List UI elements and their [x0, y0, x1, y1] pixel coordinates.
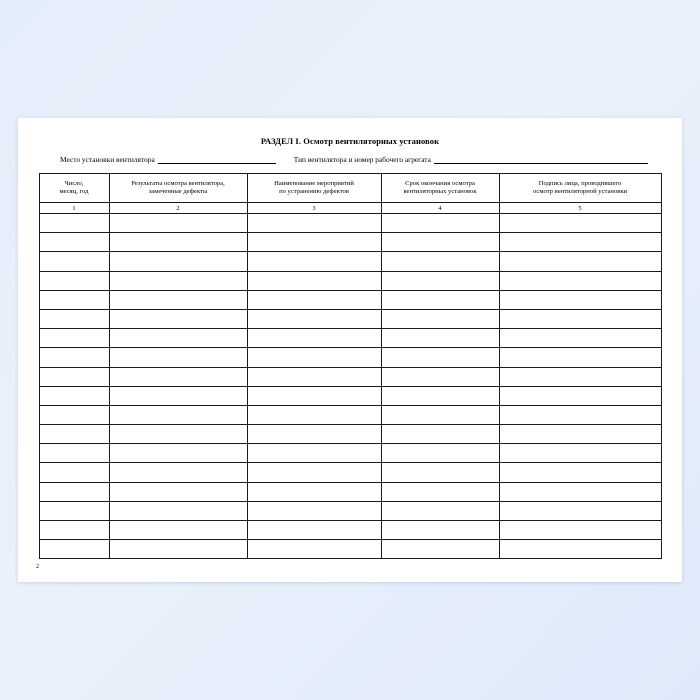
- table-column-number-row: [39, 203, 661, 214]
- table-cell[interactable]: [499, 329, 661, 348]
- table-cell[interactable]: [39, 540, 109, 559]
- table-cell[interactable]: [247, 348, 381, 367]
- table-cell[interactable]: [247, 386, 381, 405]
- header-line: Подпись лица, проводившего: [538, 179, 622, 187]
- header-line: месяц, год: [59, 188, 89, 195]
- table-cell[interactable]: [247, 233, 381, 252]
- table-cell[interactable]: [109, 290, 247, 309]
- table-row: [39, 271, 661, 290]
- table-cell[interactable]: [39, 405, 109, 424]
- table-cell[interactable]: [247, 214, 381, 233]
- table-cell[interactable]: [499, 444, 661, 463]
- column-number: 3: [247, 203, 381, 214]
- table-body: [39, 214, 661, 559]
- table-row: [39, 521, 661, 540]
- table-cell[interactable]: [109, 463, 247, 482]
- table-cell[interactable]: [247, 482, 381, 501]
- table-cell[interactable]: [381, 309, 499, 328]
- header-line: замеченные дефекты: [148, 188, 208, 195]
- table-cell[interactable]: [109, 482, 247, 501]
- table-row: [39, 463, 661, 482]
- field-fan-type[interactable]: [294, 155, 648, 164]
- table-cell[interactable]: [109, 540, 247, 559]
- table-cell[interactable]: [39, 271, 109, 290]
- table-cell[interactable]: [39, 290, 109, 309]
- table-row: [39, 309, 661, 328]
- table-cell[interactable]: [381, 482, 499, 501]
- table-row: [39, 540, 661, 559]
- table-cell[interactable]: [39, 386, 109, 405]
- header-line: Результаты осмотра вентилятора,: [131, 179, 225, 187]
- table-cell[interactable]: [381, 348, 499, 367]
- table-row: [39, 290, 661, 309]
- header-line: по устранению дефектов: [279, 188, 349, 195]
- table-cell[interactable]: [247, 329, 381, 348]
- table-cell[interactable]: [499, 463, 661, 482]
- table-cell[interactable]: [109, 329, 247, 348]
- table-cell[interactable]: [381, 367, 499, 386]
- table-header-cell-4: [381, 174, 499, 203]
- table-cell[interactable]: [499, 348, 661, 367]
- table-cell[interactable]: [247, 501, 381, 520]
- table-row: [39, 252, 661, 271]
- table-cell[interactable]: [39, 482, 109, 501]
- table-cell[interactable]: [499, 386, 661, 405]
- table-cell[interactable]: [247, 309, 381, 328]
- field-installation-place[interactable]: [60, 155, 276, 164]
- table-cell[interactable]: [381, 290, 499, 309]
- table-header-row: [39, 174, 661, 203]
- table-cell[interactable]: [247, 271, 381, 290]
- table-cell[interactable]: [39, 367, 109, 386]
- table-cell[interactable]: [499, 405, 661, 424]
- table-cell[interactable]: [109, 252, 247, 271]
- table-cell[interactable]: [499, 252, 661, 271]
- header-line: Наименование мероприятий: [274, 179, 354, 187]
- table-row: [39, 482, 661, 501]
- table-cell[interactable]: [381, 521, 499, 540]
- table-cell[interactable]: [247, 367, 381, 386]
- header-line: вентиляторных установок: [403, 188, 477, 195]
- table-cell[interactable]: [499, 309, 661, 328]
- table-cell[interactable]: [499, 367, 661, 386]
- header-line: Срок окончания осмотра: [405, 179, 475, 187]
- table-cell[interactable]: [381, 501, 499, 520]
- table-cell[interactable]: [381, 214, 499, 233]
- table-cell[interactable]: [381, 271, 499, 290]
- table-cell[interactable]: [109, 425, 247, 444]
- table-cell[interactable]: [247, 521, 381, 540]
- table-cell[interactable]: [109, 214, 247, 233]
- table-cell[interactable]: [247, 540, 381, 559]
- table-cell[interactable]: [109, 367, 247, 386]
- table-cell[interactable]: [109, 386, 247, 405]
- table-cell[interactable]: [39, 309, 109, 328]
- header-fields: [60, 155, 648, 164]
- table-cell[interactable]: [109, 405, 247, 424]
- table-cell[interactable]: [381, 329, 499, 348]
- table-cell[interactable]: [39, 463, 109, 482]
- table-cell[interactable]: [381, 405, 499, 424]
- table-cell[interactable]: [381, 233, 499, 252]
- header-line: Число,: [64, 179, 84, 187]
- table-cell[interactable]: [381, 540, 499, 559]
- table-row: [39, 386, 661, 405]
- table-cell[interactable]: [109, 521, 247, 540]
- column-number: 2: [109, 203, 247, 214]
- table-row: [39, 367, 661, 386]
- table-cell[interactable]: [247, 425, 381, 444]
- table-row: [39, 444, 661, 463]
- page-number: 2: [36, 564, 39, 570]
- column-number: 1: [39, 203, 109, 214]
- table-header-cell-3: [247, 174, 381, 203]
- table-cell[interactable]: [499, 482, 661, 501]
- table-cell[interactable]: [39, 252, 109, 271]
- table-cell[interactable]: [247, 444, 381, 463]
- table-cell[interactable]: [247, 290, 381, 309]
- table-cell[interactable]: [109, 271, 247, 290]
- field-installation-place-line[interactable]: [158, 155, 276, 164]
- table-cell[interactable]: [499, 214, 661, 233]
- table-cell[interactable]: [381, 386, 499, 405]
- table-header-cell-1: [39, 174, 109, 203]
- inspection-table: [39, 173, 662, 559]
- table-cell[interactable]: [109, 233, 247, 252]
- table-row: [39, 405, 661, 424]
- table-cell[interactable]: [39, 425, 109, 444]
- table-cell[interactable]: [499, 425, 661, 444]
- field-fan-type-label: Тип вентилятора и номер рабочего агрегата: [293, 155, 431, 164]
- table-row: [39, 348, 661, 367]
- table-cell[interactable]: [39, 521, 109, 540]
- table-header-cell-2: [109, 174, 247, 203]
- table-row: [39, 233, 661, 252]
- table-cell[interactable]: [499, 540, 661, 559]
- table-cell[interactable]: [39, 444, 109, 463]
- table-cell[interactable]: [499, 501, 661, 520]
- table-cell[interactable]: [109, 444, 247, 463]
- table-cell[interactable]: [247, 252, 381, 271]
- table-cell[interactable]: [39, 348, 109, 367]
- table-cell[interactable]: [39, 501, 109, 520]
- table-cell[interactable]: [39, 329, 109, 348]
- table-cell[interactable]: [39, 233, 109, 252]
- table-cell[interactable]: [247, 405, 381, 424]
- column-number: 4: [381, 203, 499, 214]
- table-cell[interactable]: [499, 233, 661, 252]
- table-cell[interactable]: [381, 463, 499, 482]
- table-row: [39, 329, 661, 348]
- document-sheet: [18, 118, 682, 582]
- table-cell[interactable]: [39, 214, 109, 233]
- table-header-cell-5: [499, 174, 661, 203]
- field-fan-type-line[interactable]: [434, 155, 648, 164]
- table-cell[interactable]: [109, 501, 247, 520]
- page-title: РАЗДЕЛ I. Осмотр вентиляторных установок: [260, 136, 440, 146]
- table-cell[interactable]: [499, 271, 661, 290]
- table-cell[interactable]: [381, 444, 499, 463]
- table-row: [39, 501, 661, 520]
- table-cell[interactable]: [109, 348, 247, 367]
- header-line: осмотр вентиляторной установки: [532, 188, 628, 195]
- table-cell[interactable]: [381, 425, 499, 444]
- table-cell[interactable]: [247, 463, 381, 482]
- column-number: 5: [499, 203, 661, 214]
- table-row: [39, 214, 661, 233]
- table-row: [39, 425, 661, 444]
- table-cell[interactable]: [499, 290, 661, 309]
- table-cell[interactable]: [499, 521, 661, 540]
- table-cell[interactable]: [381, 252, 499, 271]
- table-cell[interactable]: [109, 309, 247, 328]
- field-installation-place-label: Место установки вентилятора: [60, 155, 155, 164]
